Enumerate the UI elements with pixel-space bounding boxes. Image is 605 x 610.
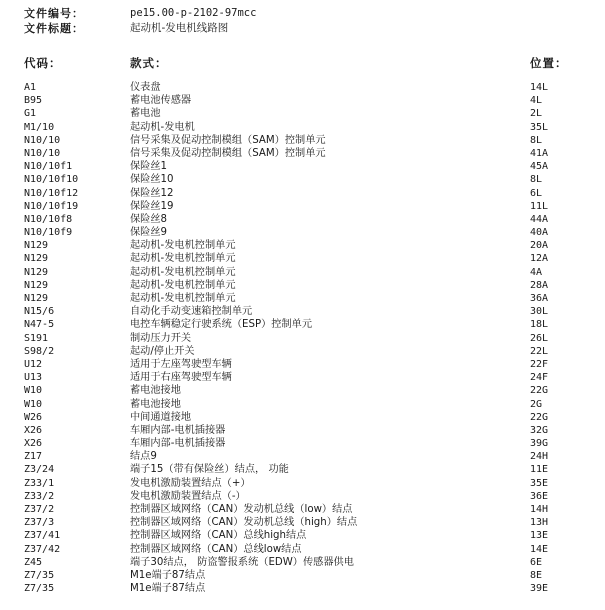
row-code: N10/10f1 — [24, 161, 73, 173]
row-code: G1 — [24, 108, 37, 120]
row-code: N47-5 — [24, 319, 55, 331]
row-position: 22L — [530, 345, 549, 357]
row-code: W10 — [24, 398, 43, 410]
row-position: 11E — [530, 464, 549, 476]
row-name: 起动机-发电机控制单元 — [130, 279, 236, 291]
row-name: 起动机-发电机控制单元 — [130, 266, 236, 278]
row-name: M1e端子87结点 — [130, 569, 206, 581]
row-code: N10/10f9 — [24, 227, 73, 239]
row-position: 8E — [530, 569, 543, 581]
table-row — [24, 490, 584, 503]
row-name: 电控车辆稳定行驶系统（ESP）控制单元 — [130, 319, 313, 331]
row-code: N129 — [24, 266, 49, 278]
row-name: 车厢内部-电机插接器 — [130, 438, 226, 450]
row-position: 36E — [530, 490, 549, 502]
row-code: W10 — [24, 385, 43, 397]
row-name: 适用于左座驾驶型车辆 — [130, 358, 232, 370]
row-code: N10/10 — [24, 147, 61, 159]
row-code: Z37/41 — [24, 530, 61, 542]
row-name: 发电机激励装置结点（+） — [130, 477, 251, 489]
row-code: N10/10f10 — [24, 174, 79, 186]
row-code: N129 — [24, 293, 49, 304]
row-code: X26 — [24, 438, 43, 450]
table-row — [24, 200, 584, 213]
table-row — [24, 437, 584, 450]
row-name: 保险丝8 — [130, 213, 168, 225]
row-position: 26L — [530, 332, 549, 344]
table-row — [24, 332, 584, 345]
table-row — [24, 463, 584, 476]
row-name: 适用于右座驾驶型车辆 — [130, 372, 232, 384]
row-position: 8L — [530, 134, 543, 146]
row-position: 14L — [530, 82, 549, 93]
row-code: N10/10f12 — [24, 187, 79, 199]
table-row — [24, 424, 584, 437]
row-code: M1/10 — [24, 121, 55, 133]
row-position: 40A — [530, 227, 549, 239]
table-row — [24, 411, 584, 424]
header-code: 代码： — [24, 56, 62, 70]
row-position: 30L — [530, 306, 549, 318]
row-name: 发电机激励装置结点（-） — [130, 490, 246, 502]
table-row — [24, 121, 584, 134]
row-position: 6L — [530, 187, 543, 199]
table-row — [24, 318, 584, 331]
row-code: Z37/3 — [24, 517, 55, 529]
row-name: 保险丝19 — [130, 200, 174, 212]
table-row — [24, 226, 584, 239]
table-row — [24, 187, 584, 200]
row-code: N10/10f8 — [24, 213, 73, 225]
row-position: 22F — [530, 358, 549, 370]
row-position: 44A — [530, 213, 549, 225]
row-position: 39E — [530, 583, 549, 595]
row-name: 保险丝9 — [130, 227, 168, 239]
row-name: 信号采集及促动控制模组（SAM）控制单元 — [130, 134, 326, 146]
table-row — [24, 239, 584, 252]
row-code: N129 — [24, 279, 49, 291]
table-row — [24, 569, 584, 582]
row-name: 蓄电池接地 — [130, 398, 181, 410]
row-code: N15/6 — [24, 306, 55, 318]
row-code: Z17 — [24, 451, 43, 463]
row-position: 45A — [530, 161, 549, 173]
doc-number-value: pe15.00-p-2102-97mcc — [130, 7, 257, 19]
row-position: 35L — [530, 121, 549, 133]
row-position: 24H — [530, 451, 549, 463]
table-row — [24, 173, 584, 186]
row-position: 12A — [530, 253, 549, 265]
row-position: 32G — [530, 424, 549, 436]
row-code: Z37/2 — [24, 504, 55, 515]
row-position: 28A — [530, 279, 549, 291]
row-position: 14E — [530, 543, 549, 555]
row-code: X26 — [24, 424, 43, 436]
row-position: 11L — [530, 200, 549, 212]
doc-title-value: 起动机-发电机线路图 — [130, 22, 229, 34]
row-name: 蓄电池 — [130, 108, 161, 120]
table-row — [24, 81, 584, 94]
row-code: B95 — [24, 95, 43, 107]
row-name: 控制器区域网络（CAN）发动机总线（low）结点 — [130, 504, 353, 515]
row-name: M1e端子87结点 — [130, 583, 206, 595]
row-code: Z7/35 — [24, 569, 55, 581]
row-position: 13E — [530, 530, 549, 542]
table-row — [24, 160, 584, 173]
row-code: N129 — [24, 240, 49, 252]
table-row — [24, 450, 584, 463]
row-name: 起动机-发电机控制单元 — [130, 240, 236, 252]
row-name: 制动压力开关 — [130, 332, 192, 344]
component-table — [24, 81, 584, 595]
table-row — [24, 147, 584, 160]
row-name: 起动机-发电机控制单元 — [130, 253, 236, 265]
row-position: 36A — [530, 293, 549, 304]
row-code: S98/2 — [24, 345, 55, 357]
row-name: 起动机-发电机 — [130, 121, 195, 133]
row-position: 13H — [530, 517, 549, 529]
row-name: 中间通道接地 — [130, 411, 192, 423]
row-name: 起动/停止开关 — [130, 345, 195, 357]
table-row — [24, 529, 584, 542]
row-name: 蓄电池传感器 — [130, 95, 192, 107]
row-position: 8L — [530, 174, 543, 186]
row-code: Z3/24 — [24, 464, 55, 476]
table-row — [24, 556, 584, 569]
doc-title-row — [24, 21, 584, 36]
row-position: 4L — [530, 95, 543, 107]
row-code: N129 — [24, 253, 49, 265]
row-name: 端子15（带有保险丝）结点， 功能 — [130, 464, 289, 476]
row-name: 蓄电池接地 — [130, 385, 181, 397]
row-name: 控制器区域网络（CAN）总线high结点 — [130, 530, 307, 542]
row-position: 41A — [530, 147, 549, 159]
row-code: A1 — [24, 82, 37, 93]
table-row — [24, 213, 584, 226]
row-position: 2L — [530, 108, 543, 120]
table-row — [24, 384, 584, 397]
row-name: 仪表盘 — [130, 82, 161, 93]
document-meta — [24, 6, 584, 36]
header-name: 款式： — [130, 56, 168, 70]
row-code: N10/10 — [24, 134, 61, 146]
row-position: 6E — [530, 556, 543, 568]
row-code: N10/10f19 — [24, 200, 79, 212]
row-code: Z33/2 — [24, 490, 55, 502]
table-row — [24, 279, 584, 292]
row-name: 车厢内部-电机插接器 — [130, 424, 226, 436]
doc-number-label: 文件编号： — [24, 7, 84, 20]
table-row — [24, 252, 584, 265]
row-position: 18L — [530, 319, 549, 331]
row-code: S191 — [24, 332, 49, 344]
row-position: 39G — [530, 438, 549, 450]
table-row — [24, 503, 584, 516]
row-name: 端子30结点， 防盗警报系统（EDW）传感器供电 — [130, 556, 354, 568]
row-code: Z33/1 — [24, 477, 55, 489]
table-row — [24, 266, 584, 279]
row-name: 保险丝12 — [130, 187, 174, 199]
row-position: 35E — [530, 477, 549, 489]
row-position: 22G — [530, 411, 549, 423]
doc-number-row — [24, 6, 584, 21]
row-name: 结点9 — [130, 451, 157, 463]
row-position: 20A — [530, 240, 549, 252]
row-name: 自动化手动变速箱控制单元 — [130, 306, 253, 318]
row-code: U12 — [24, 358, 43, 370]
row-name: 信号采集及促动控制模组（SAM）控制单元 — [130, 147, 326, 159]
header-position: 位置： — [530, 56, 568, 70]
table-row — [24, 582, 584, 595]
table-row — [24, 477, 584, 490]
row-position: 2G — [530, 398, 543, 410]
table-row — [24, 371, 584, 384]
row-name: 保险丝1 — [130, 161, 168, 173]
row-position: 4A — [530, 266, 543, 278]
row-code: Z45 — [24, 556, 43, 568]
row-code: Z7/35 — [24, 583, 55, 595]
table-row — [24, 94, 584, 107]
doc-title-label: 文件标题： — [24, 22, 84, 35]
table-row — [24, 345, 584, 358]
table-row — [24, 358, 584, 371]
row-name: 起动机-发电机控制单元 — [130, 293, 236, 304]
table-row — [24, 134, 584, 147]
row-code: Z37/42 — [24, 543, 61, 555]
row-code: U13 — [24, 372, 43, 384]
row-position: 14H — [530, 504, 549, 515]
row-name: 保险丝10 — [130, 174, 174, 186]
row-name: 控制器区域网络（CAN）发动机总线（high）结点 — [130, 517, 358, 529]
table-row — [24, 292, 584, 305]
row-position: 24F — [530, 372, 549, 384]
table-row — [24, 516, 584, 529]
row-code: W26 — [24, 411, 43, 423]
table-row — [24, 543, 584, 556]
table-row — [24, 398, 584, 411]
table-row — [24, 107, 584, 120]
table-header — [24, 55, 584, 71]
table-row — [24, 305, 584, 318]
row-position: 22G — [530, 385, 549, 397]
row-name: 控制器区域网络（CAN）总线low结点 — [130, 543, 302, 555]
